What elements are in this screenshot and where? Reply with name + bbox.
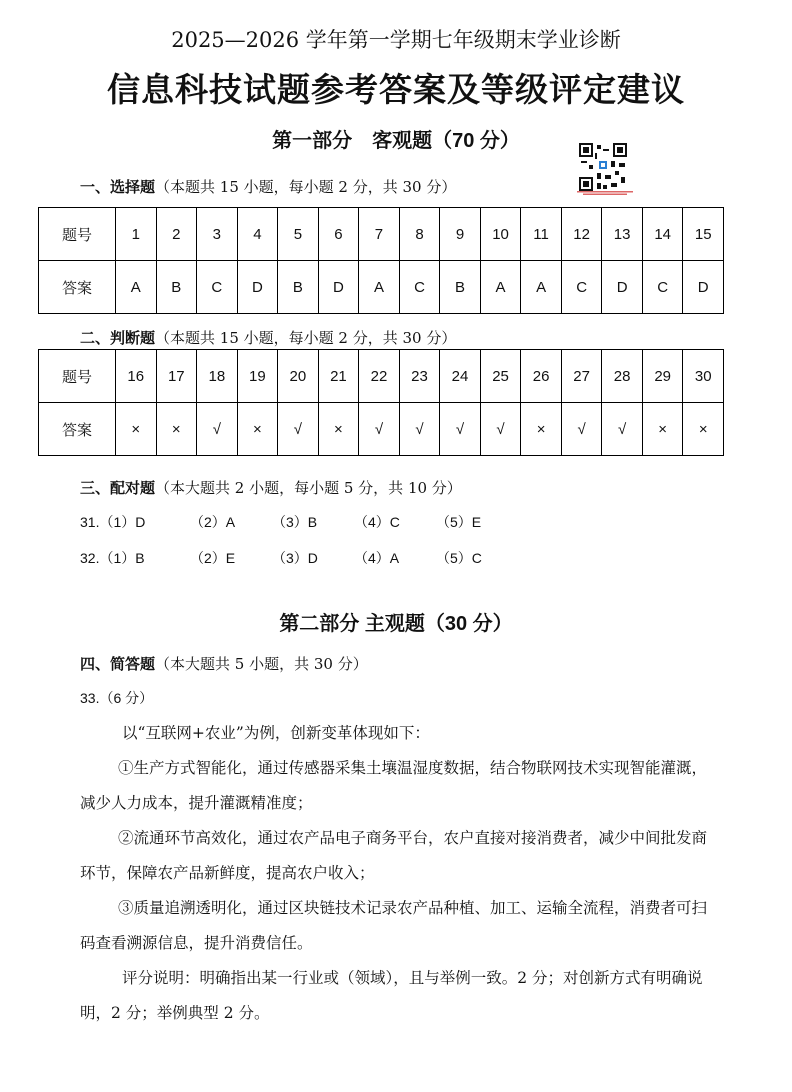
answer-cell: B — [278, 261, 319, 314]
section3-note: （本大题共 2 小题，每小题 5 分，共 10 分） — [155, 479, 462, 497]
answer-cell: C — [561, 261, 602, 314]
part2-title: 第二部分 主观题（30 分） — [279, 613, 513, 635]
question-number: 26 — [521, 350, 562, 403]
question-number: 13 — [602, 208, 643, 261]
section1-note: （本题共 15 小题，每小题 2 分，共 30 分） — [155, 178, 457, 196]
answer-cell: × — [642, 403, 683, 456]
section4-heading — [80, 653, 368, 674]
answer-intro: 以“互联网+农业”为例，创新变革体现如下： — [122, 724, 430, 742]
answer-cell: × — [521, 403, 562, 456]
question-number: 15 — [683, 208, 724, 261]
question-number: 25 — [480, 350, 521, 403]
question-number: 21 — [318, 350, 359, 403]
answer-cell: √ — [602, 403, 643, 456]
match-item: （3）D — [272, 550, 318, 566]
row-header: 答案 — [39, 261, 116, 314]
question-number: 22 — [359, 350, 400, 403]
answer-cell: × — [116, 403, 157, 456]
question-number: 18 — [197, 350, 238, 403]
question-number: 14 — [642, 208, 683, 261]
row-header: 答案 — [39, 403, 116, 456]
table-row — [39, 261, 724, 314]
answer-cell: √ — [399, 403, 440, 456]
answer-cell: A — [480, 261, 521, 314]
answer-cell: A — [359, 261, 400, 314]
question-number: 17 — [156, 350, 197, 403]
question-number: 28 — [602, 350, 643, 403]
question-number: 9 — [440, 208, 481, 261]
section1-heading — [80, 176, 456, 197]
question-number: 27 — [561, 350, 602, 403]
answer-cell: √ — [480, 403, 521, 456]
match-item: （5）C — [436, 550, 482, 566]
question-number: 24 — [440, 350, 481, 403]
answer-cell: D — [602, 261, 643, 314]
match-item: 31.（1）D — [80, 514, 146, 530]
question-number: 20 — [278, 350, 319, 403]
answer-cell: D — [237, 261, 278, 314]
page-title: 信息科技试题参考答案及等级评定建议 — [107, 70, 685, 109]
question-number: 5 — [278, 208, 319, 261]
qr-caption-icon — [577, 191, 633, 195]
answer-cell: A — [116, 261, 157, 314]
question-number: 10 — [480, 208, 521, 261]
answer-point-2: ②流通环节高效化，通过农产品电子商务平台，农户直接对接消费者，减少中间批发商环节，保障农产品新鲜度，提高农户收入； — [80, 829, 708, 882]
match-item: （4）C — [354, 514, 400, 530]
question-number: 1 — [116, 208, 157, 261]
part1-title: 第一部分 客观题（70 分） — [272, 130, 520, 152]
row-header: 题号 — [39, 350, 116, 403]
answer-cell: √ — [440, 403, 481, 456]
answer-cell: √ — [561, 403, 602, 456]
section2-label: 二、判断题 — [80, 330, 156, 347]
match-item: （2）E — [190, 550, 236, 566]
answer-cell: D — [683, 261, 724, 314]
answer-cell: A — [521, 261, 562, 314]
match-item: （5）E — [436, 514, 482, 530]
answer-cell: √ — [278, 403, 319, 456]
match-item: （2）A — [190, 514, 236, 530]
qr-code-icon — [579, 143, 627, 191]
answer-cell: × — [156, 403, 197, 456]
question-number: 11 — [521, 208, 562, 261]
section2-note: （本题共 15 小题，每小题 2 分，共 30 分） — [155, 329, 457, 347]
question-number: 7 — [359, 208, 400, 261]
exam-subtitle: 2025—2026 学年第一学期七年级期末学业诊断 — [171, 28, 621, 52]
question-number: 16 — [116, 350, 157, 403]
match-item: （4）A — [354, 550, 400, 566]
answer-cell: × — [318, 403, 359, 456]
question-number: 23 — [399, 350, 440, 403]
question-number: 12 — [561, 208, 602, 261]
answer-cell: B — [440, 261, 481, 314]
table-row — [39, 350, 724, 403]
true-false-answer-table — [38, 349, 724, 456]
answer-cell: C — [399, 261, 440, 314]
row-header: 题号 — [39, 208, 116, 261]
answer-cell: C — [197, 261, 238, 314]
question-number: 29 — [642, 350, 683, 403]
table-row — [39, 403, 724, 456]
choice-answer-table — [38, 207, 724, 314]
question-number: 2 — [156, 208, 197, 261]
answer-cell: D — [318, 261, 359, 314]
question-number: 19 — [237, 350, 278, 403]
answer-cell: × — [683, 403, 724, 456]
question-number: 30 — [683, 350, 724, 403]
answer-cell: × — [237, 403, 278, 456]
table-row — [39, 208, 724, 261]
section2-heading — [80, 327, 456, 348]
answer-point-1: ①生产方式智能化，通过传感器采集土壤温湿度数据，结合物联网技术实现智能灌溉，减少人力成本，提升灌溉精准度； — [80, 759, 708, 812]
answer-cell: √ — [359, 403, 400, 456]
question-number: 8 — [399, 208, 440, 261]
section3-label: 三、配对题 — [80, 480, 156, 497]
answer-cell: B — [156, 261, 197, 314]
match-item: 32.（1）B — [80, 550, 145, 566]
section3-heading — [80, 477, 462, 498]
section4-label: 四、简答题 — [80, 656, 156, 673]
section1-label: 一、选择题 — [80, 179, 156, 196]
answer-cell: √ — [197, 403, 238, 456]
answer-cell: C — [642, 261, 683, 314]
question-number: 6 — [318, 208, 359, 261]
answer-point-3: ③质量追溯透明化，通过区块链技术记录农产品种植、加工、运输全流程，消费者可扫码查看溯源信息，提升消费信任。 — [80, 899, 708, 952]
question-33-label: 33.（6 分） — [80, 690, 154, 706]
section4-note: （本大题共 5 小题，共 30 分） — [155, 655, 368, 673]
match-answer-32 — [80, 548, 518, 568]
scoring-note: 评分说明：明确指出某一行业或（领域），且与举例一致。2 分；对创新方式有明确说明，2 分；举例典型 2 分。 — [80, 969, 703, 1022]
question-number: 3 — [197, 208, 238, 261]
question-number: 4 — [237, 208, 278, 261]
match-item: （3）B — [272, 514, 318, 530]
match-answer-31 — [80, 512, 518, 532]
